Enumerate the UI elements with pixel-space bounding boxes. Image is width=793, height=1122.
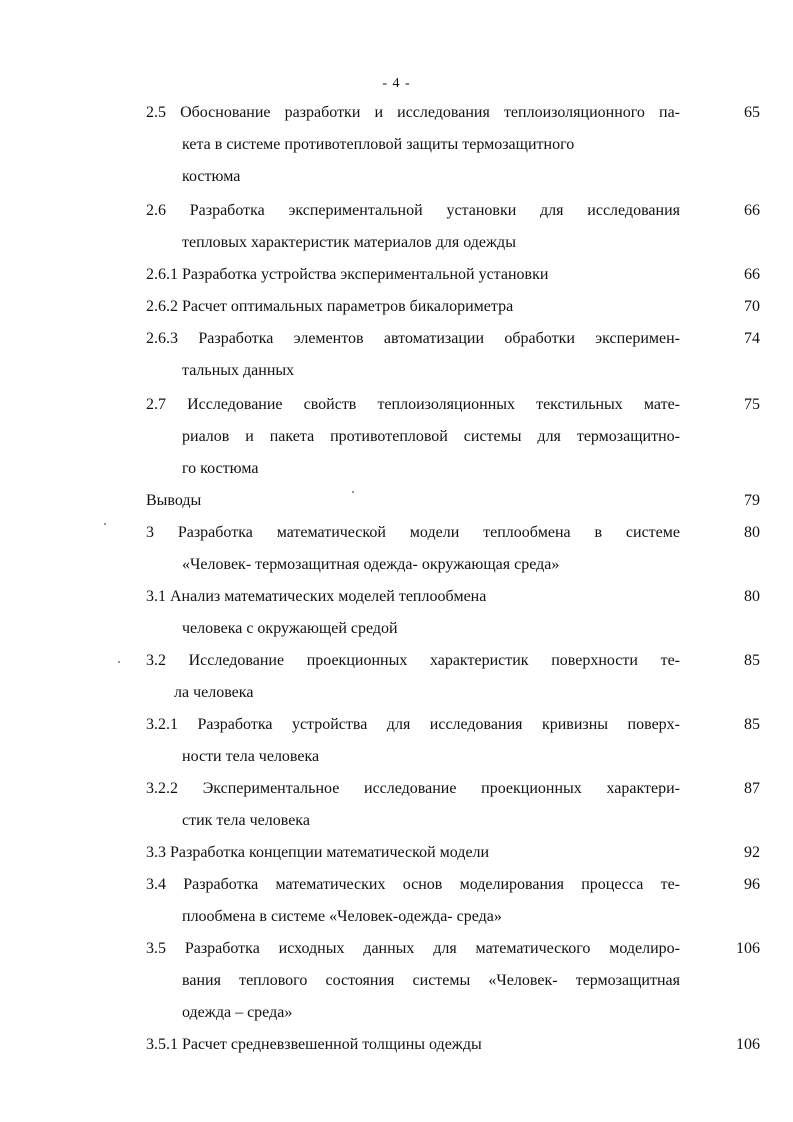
toc-page-number: 70 [744,298,760,315]
toc-entry-3-1 [146,581,760,645]
toc-page-number: 85 [744,652,760,669]
toc-page-number: 66 [744,266,760,283]
toc-entry-3-5 [146,933,760,1029]
toc-page-number: 80 [744,524,760,541]
toc-page-number: 65 [744,104,760,121]
toc-entry-2-5 [146,97,760,193]
toc-page-number: 106 [736,940,760,957]
toc-line: Выводы [146,492,202,509]
toc-line: 2.6.3 Разработка элементов автоматизации обработки эксперимен- [146,330,680,347]
toc-line: 3.2 Исследование проекционных характеристик поверхности те- [146,652,680,669]
toc-line: тепловых характеристик материалов для одежды [182,234,516,251]
toc-page-number: 66 [744,202,760,219]
toc-line: вания теплового состояния системы «Человек- термозащитная [182,972,680,989]
toc-entry-3-2 [146,645,760,709]
toc-page-number: 80 [744,588,760,605]
toc-line: кета в системе противотепловой защиты термозащитного [182,136,575,153]
toc-line: 2.5 Обоснование разработки и исследования теплоизоляционного па- [146,104,680,121]
toc-line: «Человек- термозащитная одежда- окружающая среда» [182,556,560,573]
toc-line: 3.2.1 Разработка устройства для исследования кривизны поверх- [146,716,680,733]
toc-page-number: 79 [744,492,760,509]
toc-line: ла человека [174,684,254,701]
toc-line: 3 Разработка математической модели теплообмена в системе [146,524,680,541]
toc-page-number: 87 [744,780,760,797]
toc-line: 3.5 Разработка исходных данных для математического моделиро- [146,940,680,957]
toc-line: 3.5.1 Расчет средневзвешенной толщины одежды [146,1036,482,1053]
toc-entry-3 [146,517,760,581]
toc-line: человека с окружающей средой [182,620,398,637]
scan-speck [118,661,120,663]
toc-entry-3-5-1 [146,1029,760,1061]
toc-line: риалов и пакета противотепловой системы для термозащитно- [182,428,680,445]
page-number: - 4 - [382,76,411,91]
toc-entry-conclusions [146,485,760,517]
toc-line: 2.6.1 Разработка устройства экспериментальной установки [146,266,549,283]
toc-line: 3.1 Анализ математических моделей теплообмена [146,588,487,605]
toc-line: 2.6.2 Расчет оптимальных параметров бикалориметра [146,298,514,315]
toc-line: тальных данных [182,362,295,379]
toc-line: 2.6 Разработка экспериментальной установки для исследования [146,202,680,219]
toc-line: ности тела человека [182,748,320,765]
toc-page-number: 106 [736,1036,760,1053]
toc-line: го костюма [182,460,259,477]
scan-speck [104,523,106,525]
toc-page-number: 85 [744,716,760,733]
toc-line: костюма [182,168,241,185]
toc-line: 3.2.2 Экспериментальное исследование проекционных характери- [146,780,680,797]
toc-entry-2-6-1 [146,259,760,291]
scan-speck [352,491,354,493]
table-of-contents [146,97,760,1061]
toc-entry-2-6-2 [146,291,760,323]
toc-entry-2-7 [146,389,760,485]
toc-page-number: 96 [744,876,760,893]
toc-page-number: 92 [744,844,760,861]
toc-line: одежда – среда» [182,1004,293,1021]
toc-line: плообмена в системе «Человек-одежда- среда» [182,908,502,925]
toc-page-number: 75 [744,396,760,413]
toc-line: 2.7 Исследование свойств теплоизоляционных текстильных мате- [146,396,680,413]
toc-page-number: 74 [744,330,760,347]
toc-entry-2-6-3 [146,323,760,387]
toc-entry-2-6 [146,195,760,259]
toc-line: 3.4 Разработка математических основ моделирования процесса те- [146,876,680,893]
toc-line: стик тела человека [182,812,310,829]
toc-entry-3-3 [146,837,760,869]
toc-line: 3.3 Разработка концепции математической модели [146,844,490,861]
toc-entry-3-2-2 [146,773,760,837]
toc-entry-3-2-1 [146,709,760,773]
toc-entry-3-4 [146,869,760,933]
